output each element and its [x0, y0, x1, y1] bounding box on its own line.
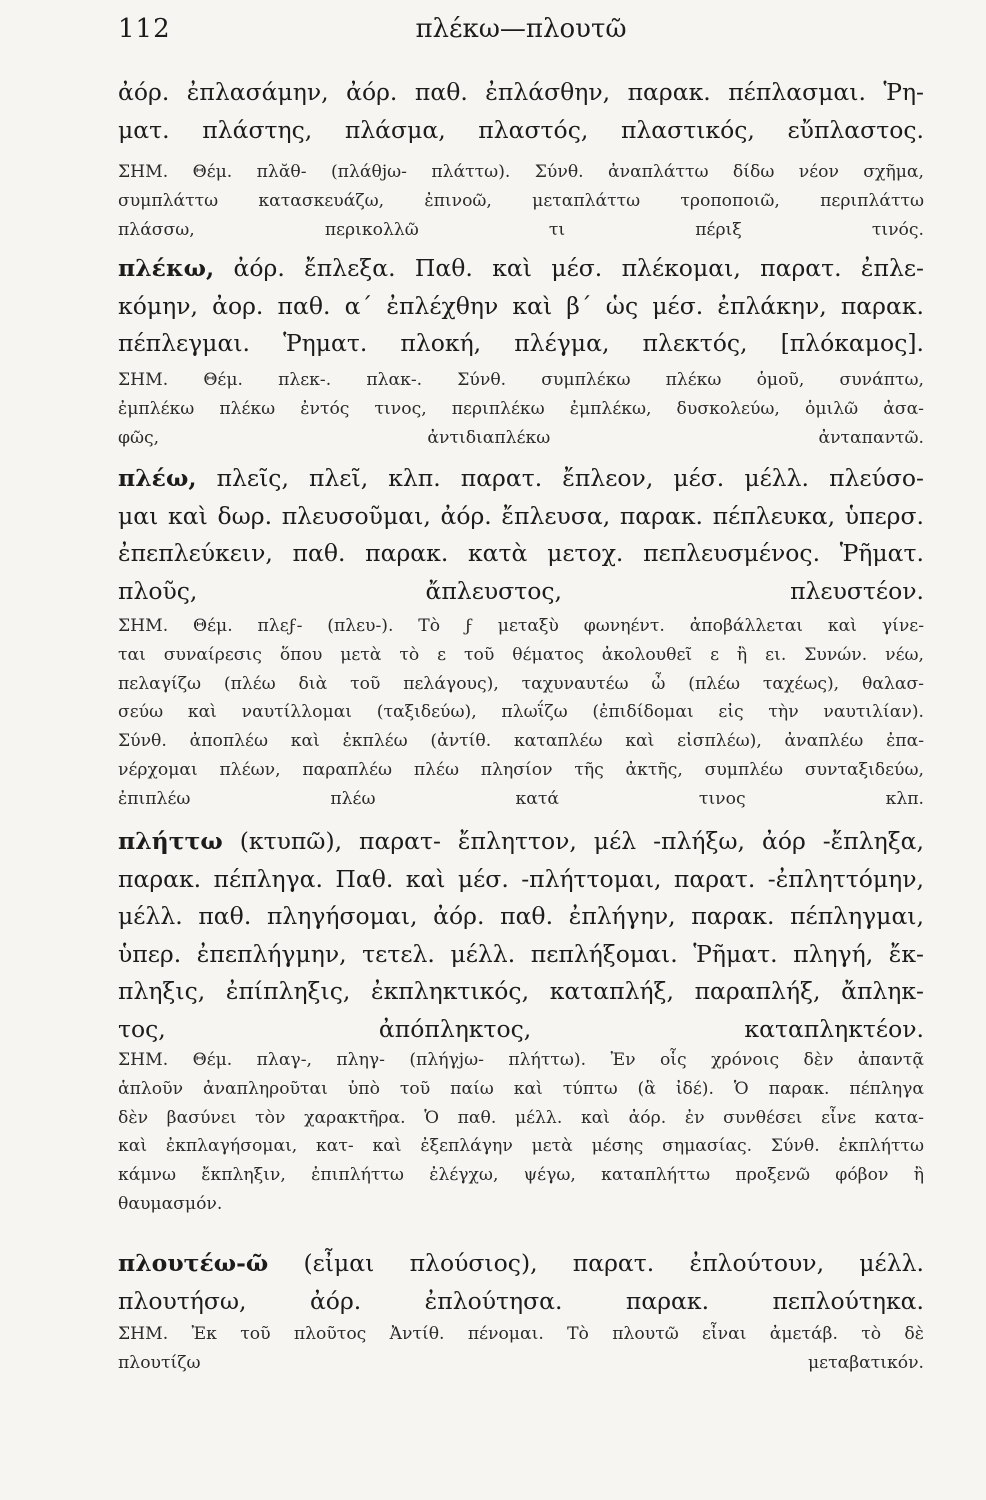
entry-text: (εἶμαι πλούσιος), παρατ. ἐπλούτουν, μέλλ.	[268, 1249, 924, 1277]
headword: πλέω,	[118, 464, 197, 492]
entry-block	[118, 460, 924, 610]
text-line: πλουτήσω, ἀόρ. ἐπλούτησα. παρακ. πεπλούτηκα.	[118, 1286, 924, 1315]
text-line: πέπλεγμαι. Ῥηματ. πλοκή, πλέγμα, πλεκτός, [πλόκαμος].	[118, 329, 924, 357]
text-line	[118, 1245, 924, 1283]
text-line: κόμην, ἀορ. παθ. α΄ ἐπλέχθην καὶ β΄ ὡς μέσ. ἐπλάκην, παρακ.	[118, 291, 924, 320]
entry-text: ἀόρ. ἔπλεξα. Παθ. καὶ μέσ. πλέκομαι, παρατ. ἐπλε-	[214, 254, 924, 282]
text-line: ΣΗΜ. Θέμ. πλαγ-, πληγ- (πλήγjω- πλήττω). Ἐν οἷς χρόνοις δὲν ἀπαντᾷ	[118, 1050, 924, 1070]
text-line: θαυμασμόν.	[118, 1193, 223, 1214]
page-header	[118, 14, 924, 54]
text-line: ἐπιπλέω πλέω κατά τινος κλπ.	[118, 788, 924, 809]
text-line	[118, 460, 924, 498]
text-line: δὲν βασύνει τὸν χαρακτῆρα. Ὁ παθ. μέλλ. καὶ ἀόρ. ἐν συνθέσει εἶνε κατα-	[118, 1107, 924, 1128]
text-line: συμπλάττω κατασκευάζω, ἐπινοῶ, μεταπλάττω τροποποιῶ, περιπλάττω	[118, 190, 924, 211]
headword: πλουτέω-ῶ	[118, 1249, 269, 1277]
text-line: ται συναίρεσις ὅπου μετὰ τὸ ε τοῦ θέματος ἀκολουθεῖ ε ἢ ει. Συνών. νέω,	[118, 644, 924, 665]
text-line: φῶς, ἀντιδιαπλέκω ἀνταπαντῶ.	[118, 427, 924, 448]
text-line: ἁπλοῦν ἀναπληροῦται ὑπὸ τοῦ παίω καὶ τύπτω (ἃ ἰδέ). Ὁ παρακ. πέπληγα	[118, 1078, 924, 1099]
text-line: πλάσσω, περικολλῶ τι πέριξ τινός.	[118, 219, 924, 240]
text-line: ἀόρ. ἐπλασάμην, ἀόρ. παθ. ἐπλάσθην, παρακ. πέπλασμαι. Ῥη-	[118, 78, 924, 106]
entry-block	[118, 74, 924, 149]
text-line: πελαγίζω (πλέω διὰ τοῦ πελάγους), ταχυναυτέω ὦ (πλέω ταχέως), θαλασ-	[118, 673, 924, 694]
text-line: πλοῦς, ἄπλευστος, πλευστέον.	[118, 576, 924, 605]
note-block	[118, 612, 924, 814]
text-line: σεύω καὶ ναυτίλλομαι (ταξιδεύω), πλωΐζω (ἐπιδίδομαι εἰς τὴν ναυτιλίαν).	[118, 702, 924, 723]
text-line: ΣΗΜ. Θέμ. πλεϝ- (πλευ-). Τὸ ϝ μεταξὺ φωνηέντ. ἀποβάλλεται καὶ γίνε-	[118, 616, 924, 636]
entry-text: πλεῖς, πλεῖ, κλπ. παρατ. ἔπλεον, μέσ. μέλλ. πλεύσο-	[196, 464, 924, 492]
note-block	[118, 1320, 924, 1378]
page-number: 112	[118, 14, 171, 44]
entry-block	[118, 823, 924, 1048]
note-block	[118, 1046, 924, 1219]
headword: πλέκω,	[118, 254, 215, 282]
text-line	[118, 250, 924, 288]
entry-block	[118, 250, 924, 363]
text-line	[118, 823, 924, 861]
text-line: ἐμπλέκω πλέκω ἐντός τινος, περιπλέκω ἐμπλέκω, δυσκολεύω, ὁμιλῶ ἀσα-	[118, 398, 924, 419]
text-line: μέλλ. παθ. πληγήσομαι, ἀόρ. παθ. ἐπλήγην, παρακ. πέπληγμαι,	[118, 902, 924, 930]
text-line: μαι καὶ δωρ. πλευσοῦμαι, ἀόρ. ἔπλευσα, παρακ. πέπλευκα, ὑπερσ.	[118, 501, 924, 530]
text-line: καὶ ἐκπλαγήσομαι, κατ- καὶ ἐξεπλάγην μετὰ μέσης σημασίας. Σύνθ. ἐκπλήττω	[118, 1136, 924, 1157]
text-line: ματ. πλάστης, πλάσμα, πλαστός, πλαστικός, εὔπλαστος.	[118, 115, 924, 144]
text-line: Σύνθ. ἀποπλέω καὶ ἐκπλέω (ἀντίθ. καταπλέω καὶ εἰσπλέω), ἀναπλέω ἐπα-	[118, 731, 924, 752]
note-block	[118, 158, 924, 244]
text-line: νέρχομαι πλέων, παραπλέω πλέω πλησίον τῆς ἀκτῆς, συμπλέω συνταξιδεύω,	[118, 759, 924, 780]
text-line: ΣΗΜ. Ἐκ τοῦ πλοῦτος Ἀντίθ. πένομαι. Τὸ πλουτῶ εἶναι ἀμετάβ. τὸ δὲ	[118, 1324, 924, 1344]
headword: πλήττω	[118, 827, 223, 855]
text-line: ΣΗΜ. Θέμ. πλεκ-. πλακ-. Σύνθ. συμπλέκω πλέκω ὁμοῦ, συνάπτω,	[118, 370, 924, 390]
text-line: πληξις, ἐπίπληξις, ἐκπληκτικός, καταπλήξ, παραπλήξ, ἄπληκ-	[118, 977, 924, 1005]
text-line: τος, ἀπόπληκτος, καταπληκτέον.	[118, 1014, 924, 1043]
text-line: παρακ. πέπληγα. Παθ. καὶ μέσ. -πλήττομαι, παρατ. -ἐπληττόμην,	[118, 864, 924, 893]
text-line: ὑπερ. ἐπεπλήγμην, τετελ. μέλλ. πεπλήξομαι. Ῥῆματ. πληγή, ἔκ-	[118, 939, 924, 968]
running-title: πλέκω—πλουτῶ	[415, 14, 627, 44]
note-block	[118, 366, 924, 452]
text-line: πλουτίζω μεταβατικόν.	[118, 1352, 924, 1373]
entry-block	[118, 1245, 924, 1320]
text-line: ἐπεπλεύκειν, παθ. παρακ. κατὰ μετοχ. πεπλευσμένος. Ῥῆματ.	[118, 539, 924, 567]
text-line: κάμνω ἔκπληξιν, ἐπιπλήττω ἐλέγχω, ψέγω, καταπλήττω προξενῶ φόβον ἢ	[118, 1165, 924, 1186]
entry-text: (κτυπῶ), παρατ- ἔπληττον, μέλ -πλήξω, ἀόρ -ἔπληξα,	[222, 827, 924, 855]
text-line: ΣΗΜ. Θέμ. πλᾰθ- (πλάθjω- πλάττω). Σύνθ. ἀναπλάττω δίδω νέον σχῆμα,	[118, 162, 924, 182]
